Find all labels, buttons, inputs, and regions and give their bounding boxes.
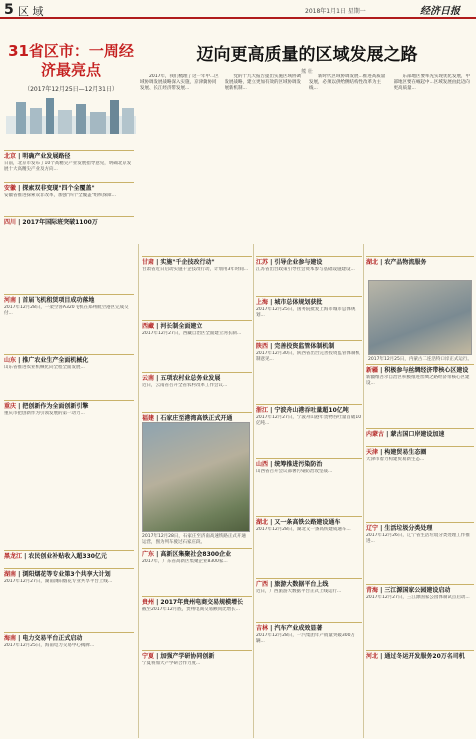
brief-body: 2017年12月26日，辽宁省生活垃圾分类处理工作推进...: [366, 533, 470, 545]
brief-headline: 辽宁 | 生活垃圾分类处理: [366, 525, 433, 532]
brief-title: 2017年贵州电商交易规模增长: [160, 599, 244, 606]
brief-title: 引导企业参与建设: [274, 259, 323, 266]
brief-title: 城市总体规划获批: [274, 299, 323, 306]
news-brief: [142, 650, 252, 710]
brief-headline: 吉林 | 汽车产业成效显著: [256, 625, 323, 632]
feature-title: 31省区市：一周经济最亮点: [8, 42, 134, 79]
region-label: 浙江: [256, 407, 269, 414]
news-brief: [4, 216, 134, 230]
column-rule: [253, 244, 254, 738]
brief-headline: 浙江 | 宁波舟山港吞吐量超10亿吨: [256, 407, 349, 414]
region-label: 新疆: [366, 367, 379, 374]
region-label: 江苏: [256, 259, 269, 266]
news-brief: [142, 320, 252, 368]
brief-body: 山西省召开会议部署污染防治攻坚战...: [256, 469, 333, 474]
brief-body: 2017年12月27日，宁波舟山港年货物吞吐量首破10亿吨...: [256, 415, 362, 427]
brief-headline: 内蒙古 | 蒙古国口岸建设加速: [366, 431, 445, 438]
brief-headline: 江苏 | 引导企业参与建设: [256, 259, 323, 266]
brief-body: 2017年12月25日，海南电力交易中心揭牌...: [4, 643, 95, 648]
brief-body: [4, 227, 134, 230]
news-brief: [4, 354, 134, 394]
brief-title: 首届飞机租赁项目成功落地: [22, 297, 95, 304]
brief-headline: 安徽 | 探索双非变现"四个全覆盖": [4, 185, 95, 192]
region-label: 青海: [366, 587, 379, 594]
brief-headline: 重庆 | 把创新作为全面创新引擎: [4, 403, 89, 410]
brief-body: 近日，广西旅游大数据平台正式上线运行...: [256, 589, 342, 594]
brief-title: 2017年国际班突破1100万: [22, 219, 98, 226]
region-label: 陕西: [256, 343, 269, 350]
lead-byline: 熊 壮: [301, 69, 313, 75]
brief-headline: 甘肃 | 实施"千企技改行动": [142, 259, 215, 266]
newspaper-logo: 经济日报: [420, 6, 460, 17]
brief-body: 重庆市把创新作为引领发展的第一动力...: [4, 411, 85, 416]
brief-headline: 四川 | 2017年国际班突破1100万: [4, 219, 98, 226]
right-photo: [368, 280, 472, 355]
brief-body: 天津市着力构建贸易新生态...: [366, 457, 425, 462]
brief-headline: 贵州 | 2017年贵州电商交易规模增长: [142, 599, 244, 606]
news-brief: [142, 256, 252, 316]
news-brief: [366, 428, 474, 442]
brief-title: 三江源国家公园建设启动: [384, 587, 451, 594]
region-label: 河南: [4, 297, 17, 304]
brief-title: 农产品物流服务: [384, 259, 427, 266]
brief-title: 通过冬运开发服务20万名司机: [384, 653, 465, 660]
region-label: 贵州: [142, 599, 155, 606]
right-photo-caption: 2017年12月25日，内蒙古二连浩特口岸正式运行。: [368, 357, 472, 362]
brief-title: 农民创业补贴收入超330亿元: [28, 553, 107, 560]
brief-body: 宁夏将加大产学研合作力度...: [142, 661, 201, 666]
feature-subtitle: （2017年12月25日—12月31日）: [24, 86, 118, 93]
brief-body: [366, 439, 474, 442]
section-name: 区 域: [18, 5, 44, 18]
brief-title: 河长制全面建立: [160, 323, 203, 330]
region-label: 广西: [256, 581, 269, 588]
brief-body: 江苏省出台政策引导社会资本参与基础设施建设...: [256, 267, 355, 272]
news-brief: [256, 404, 362, 454]
news-brief: [256, 256, 362, 292]
brief-title: 旅游大数据平台上线: [274, 581, 329, 588]
brief-headline: 宁夏 | 加强产学研协同创新: [142, 653, 215, 660]
mid-photo-caption: 2017年12月28日，石家庄至济南高速铁路正式开通运营，图为列车驶过石家庄段。: [142, 534, 246, 545]
brief-title: 蒙古国口岸建设加速: [390, 431, 445, 438]
brief-body: 新疆维吾尔自治区积极推进丝绸之路经济带核心区建设...: [366, 375, 470, 387]
lead-article: [140, 22, 474, 242]
brief-title: 明确产业发展路径: [22, 153, 71, 160]
region-label: 黑龙江: [4, 553, 23, 560]
region-label: 湖北: [366, 259, 379, 266]
brief-body: 2017年12月28日，湖北又一条高铁建成通车...: [256, 527, 351, 532]
brief-headline: 海南 | 电力交易平台正式启动: [4, 635, 83, 642]
news-brief: [256, 296, 362, 336]
brief-body: 2017年12月27日，湖南浏阳烟花专业共享平台上线...: [4, 579, 113, 584]
brief-body: 2017年，广东省高新区集聚企业8300家...: [142, 559, 228, 564]
brief-headline: 广东 | 高新区集聚社会8300企业: [142, 551, 232, 558]
brief-headline: 河北 | 通过冬运开发服务20万名司机: [366, 653, 465, 660]
region-label: 西藏: [142, 323, 155, 330]
brief-headline: 陕西 | 完善投资监管体制机制: [256, 343, 335, 350]
news-brief: [366, 364, 474, 424]
news-brief: [4, 632, 134, 672]
region-label: 辽宁: [366, 525, 379, 532]
left-column: [2, 22, 136, 737]
region-label: 湖南: [4, 571, 17, 578]
lead-text-col-4: 东部地区要率先实现优化发展，中部地区要在崛起中...区域发展由此迈向更高质量...: [393, 74, 470, 92]
brief-body: 日前，北京市发布了10个高精尖产业发展指导意见，明确北京发展十大高精尖产业及方向...: [4, 161, 132, 173]
region-label: 北京: [4, 153, 17, 160]
region-label: 山西: [256, 461, 269, 468]
news-brief: [256, 622, 362, 682]
region-label: 内蒙古: [366, 431, 385, 438]
region-label: 湖北: [256, 519, 269, 526]
news-brief: [366, 584, 474, 644]
brief-title: 积极参与丝绸经济带核心区建设: [384, 367, 469, 374]
page-number: 5: [4, 2, 14, 18]
brief-headline: 湖北 | 农产品物流服务: [366, 259, 427, 266]
brief-title: 石家庄至港湾高铁正式开通: [160, 415, 233, 422]
region-label: 甘肃: [142, 259, 155, 266]
brief-body: 甘肃省近日启动实施千企技改行动，计划用3年时间...: [142, 267, 249, 272]
brief-title: 构建贸易生态圈: [384, 449, 427, 456]
brief-headline: 山东 | 推广农业生产全面机械化: [4, 357, 89, 364]
news-brief: [366, 522, 474, 578]
brief-headline: 山西 | 统筹推进污染防治: [256, 461, 323, 468]
brief-headline: 河南 | 首届飞机租赁项目成功落地: [4, 297, 95, 304]
region-label: 重庆: [4, 403, 17, 410]
brief-body: 2017年12月27日，三江源国家公园体制试点启动...: [366, 595, 470, 600]
region-label: 河北: [366, 653, 379, 660]
brief-title: 完善投资监管体制机制: [274, 343, 335, 350]
region-label: 海南: [4, 635, 17, 642]
brief-body: 2017年12月30日，陕西省出台完善投资监管体制机制意见...: [256, 351, 360, 363]
news-brief: [142, 596, 252, 642]
brief-body: [366, 661, 474, 680]
brief-headline: 新疆 | 积极参与丝绸经济带核心区建设: [366, 367, 469, 374]
brief-title: 加强产学研协同创新: [160, 653, 215, 660]
lead-text-col-2: 党的十九大报告提出实施区域协调发展战略，建立更加有效的区域协调发展新机制...: [224, 74, 301, 92]
brief-body: 2017年12月28日，一架空客A320飞机在郑州航空港区完成交付...: [4, 305, 129, 317]
news-brief: [366, 256, 474, 276]
brief-body: 山东省推进农业机械化向全程全面发展...: [4, 365, 85, 370]
region-label: 天津: [366, 449, 379, 456]
news-brief: [4, 568, 134, 624]
brief-title: 五项农村业总务业发展: [160, 375, 221, 382]
news-brief: [256, 578, 362, 618]
lead-headline: 迈向更高质量的区域发展之路: [196, 45, 418, 65]
brief-headline: 北京 | 明确产业发展路径: [4, 153, 71, 160]
brief-body: 近日，云南省召开全省农村改革工作会议...: [142, 383, 228, 388]
region-label: 四川: [4, 219, 17, 226]
page-header: [0, 0, 476, 19]
brief-title: 把创新作为全面创新引擎: [22, 403, 89, 410]
region-label: 上海: [256, 299, 269, 306]
brief-title: 统筹推进污染防治: [274, 461, 323, 468]
news-brief: [4, 294, 134, 350]
news-brief: [366, 650, 474, 680]
brief-title: 探索双非变现"四个全覆盖": [22, 185, 95, 192]
brief-headline: 西藏 | 河长制全面建立: [142, 323, 203, 330]
news-brief: [4, 550, 134, 564]
brief-body: 截至2017年12月底，贵州电商交易额同比增长...: [142, 607, 240, 612]
brief-headline: 湖北 | 又一条高铁公路建设通车: [256, 519, 341, 526]
brief-body: [366, 267, 474, 276]
issue-date: 2018年1月1日 星期一: [305, 8, 366, 15]
brief-body: [4, 561, 134, 564]
brief-body: 2017年12月28日，一汽集团年产销量突破300万辆...: [256, 633, 355, 645]
column-rule: [138, 244, 139, 738]
brief-body: 2017年12月27日，西藏自治区全面建立河长制...: [142, 331, 242, 336]
news-brief: [256, 516, 362, 574]
lead-text-col-3: 新时代区域协调发展...推进高质量发展，必须以供给侧结构性改革为主线...: [309, 74, 386, 92]
region-label: 福建: [142, 415, 155, 422]
region-label: 宁夏: [142, 653, 155, 660]
news-brief: [4, 150, 134, 178]
brief-headline: 福建 | 石家庄至港湾高铁正式开通: [142, 415, 233, 422]
news-brief: [256, 340, 362, 400]
brief-headline: 湖南 | 浏阳烟花等专业第3个共享大计划: [4, 571, 111, 578]
city-skyline-icon: [6, 94, 136, 134]
brief-headline: 青海 | 三江源国家公园建设启动: [366, 587, 451, 594]
brief-title: 浏阳烟花等专业第3个共享大计划: [22, 571, 111, 578]
column-rule: [363, 244, 364, 738]
news-brief: [4, 400, 134, 460]
brief-title: 电力交易平台正式启动: [22, 635, 83, 642]
brief-title: 推广农业生产全面机械化: [22, 357, 89, 364]
region-label: 安徽: [4, 185, 17, 192]
region-label: 广东: [142, 551, 155, 558]
news-brief: [142, 412, 252, 422]
news-brief: [256, 458, 362, 510]
brief-title: 宁波舟山港吞吐量超10亿吨: [274, 407, 349, 414]
lead-text-col-1: 2017年，我们梳理了这一年中...区域协调发展战略深入实施，京津冀协同发展、长江经济带发展...: [140, 74, 219, 92]
brief-title: 又一条高铁公路建设通车: [274, 519, 341, 526]
brief-title: 实施"千企技改行动": [160, 259, 215, 266]
region-label: 吉林: [256, 625, 269, 632]
brief-title: 高新区集聚社会8300企业: [160, 551, 232, 558]
news-brief: [4, 182, 134, 212]
news-brief: [142, 548, 252, 588]
mid-photo: [142, 422, 250, 532]
region-label: 山东: [4, 357, 17, 364]
brief-headline: 黑龙江 | 农民创业补贴收入超330亿元: [4, 553, 107, 560]
brief-headline: 云南 | 五项农村业总务业发展: [142, 375, 221, 382]
news-brief: [366, 446, 474, 516]
brief-headline: 上海 | 城市总体规划获批: [256, 299, 323, 306]
brief-headline: 天津 | 构建贸易生态圈: [366, 449, 427, 456]
brief-body: 2017年12月25日，国务院批复上海市城市总体规划...: [256, 307, 356, 319]
brief-body: 安徽省推进探索双非改革，加强"四个全覆盖"组织保障...: [4, 193, 116, 198]
brief-title: 汽车产业成效显著: [274, 625, 323, 632]
brief-title: 生活垃圾分类处理: [384, 525, 433, 532]
region-label: 云南: [142, 375, 155, 382]
brief-headline: 广西 | 旅游大数据平台上线: [256, 581, 329, 588]
